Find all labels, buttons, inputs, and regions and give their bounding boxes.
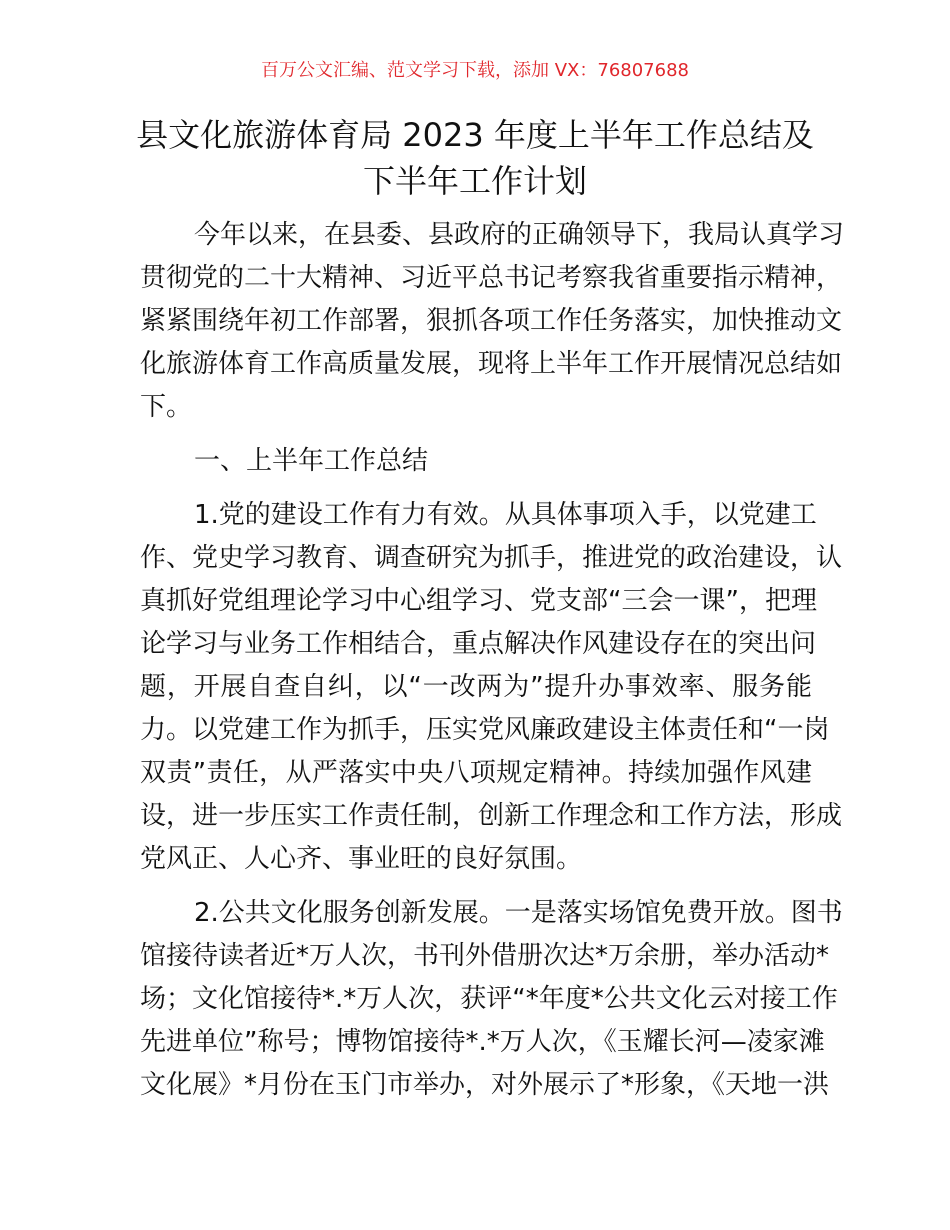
text-line: 双责”责任，从严落实中央八项规定精神。持续加强作风建 <box>140 758 812 788</box>
text-line: 贯彻党的二十大精神、习近平总书记考察我省重要指示精神， <box>140 263 843 293</box>
title-line: 县文化旅游体育局 2023 年度上半年工作总结及 <box>136 116 814 154</box>
text-line: 下。 <box>140 392 193 422</box>
text-line: 文化展》*月份在玉门市举办，对外展示了*形象，《天地一洪 <box>140 1070 830 1100</box>
watermark-header: 百万公文汇编、范文学习下载，添加 VX：76807688 <box>261 60 689 81</box>
text-line: 馆接待读者近*万人次，书刊外借册次达*万余册，举办活动* <box>140 941 830 971</box>
paragraph <box>140 214 845 429</box>
text-line: 一、上半年工作总结 <box>194 446 429 476</box>
text-line: 真抓好党组理论学习中心组学习、党支部“三会一课”，把理 <box>140 586 817 616</box>
title-line: 下半年工作计划 <box>362 162 587 200</box>
text-line: 化旅游体育工作高质量发展，现将上半年工作开展情况总结如 <box>140 349 843 379</box>
text-line: 党风正、人心齐、事业旺的良好氛围。 <box>140 844 583 874</box>
paragraph <box>140 494 843 881</box>
text-line: 先进单位”称号；博物馆接待*.*万人次，《玉耀长河—凌家滩 <box>140 1027 825 1057</box>
text-line: 作、党史学习教育、调查研究为抓手，推进党的政治建设，认 <box>140 543 843 573</box>
text-line: 紧紧围绕年初工作部署，狠抓各项工作任务落实，加快推动文 <box>140 306 843 336</box>
text-line: 力。以党建工作为抓手，压实党风廉政建设主体责任和“一岗 <box>140 715 830 745</box>
text-line: 今年以来，在县委、县政府的正确领导下，我局认真学习 <box>194 220 845 250</box>
section-heading <box>140 440 812 483</box>
text-line: 设，进一步压实工作责任制，创新工作理念和工作方法，形成 <box>140 801 843 831</box>
text-line: 1.党的建设工作有力有效。从具体事项入手，以党建工 <box>194 500 817 530</box>
document-body <box>140 214 845 1107</box>
text-line: 论学习与业务工作相结合，重点解决作风建设存在的突出问 <box>140 629 817 659</box>
text-line: 2.公共文化服务创新发展。一是落实场馆免费开放。图书 <box>194 898 843 928</box>
text-line: 场；文化馆接待*.*万人次，获评“*年度*公共文化云对接工作 <box>140 984 838 1014</box>
document-title <box>135 112 815 204</box>
paragraph <box>140 892 843 1107</box>
text-line: 题，开展自查自纠，以“一改两为”提升办事效率、服务能 <box>140 672 812 702</box>
